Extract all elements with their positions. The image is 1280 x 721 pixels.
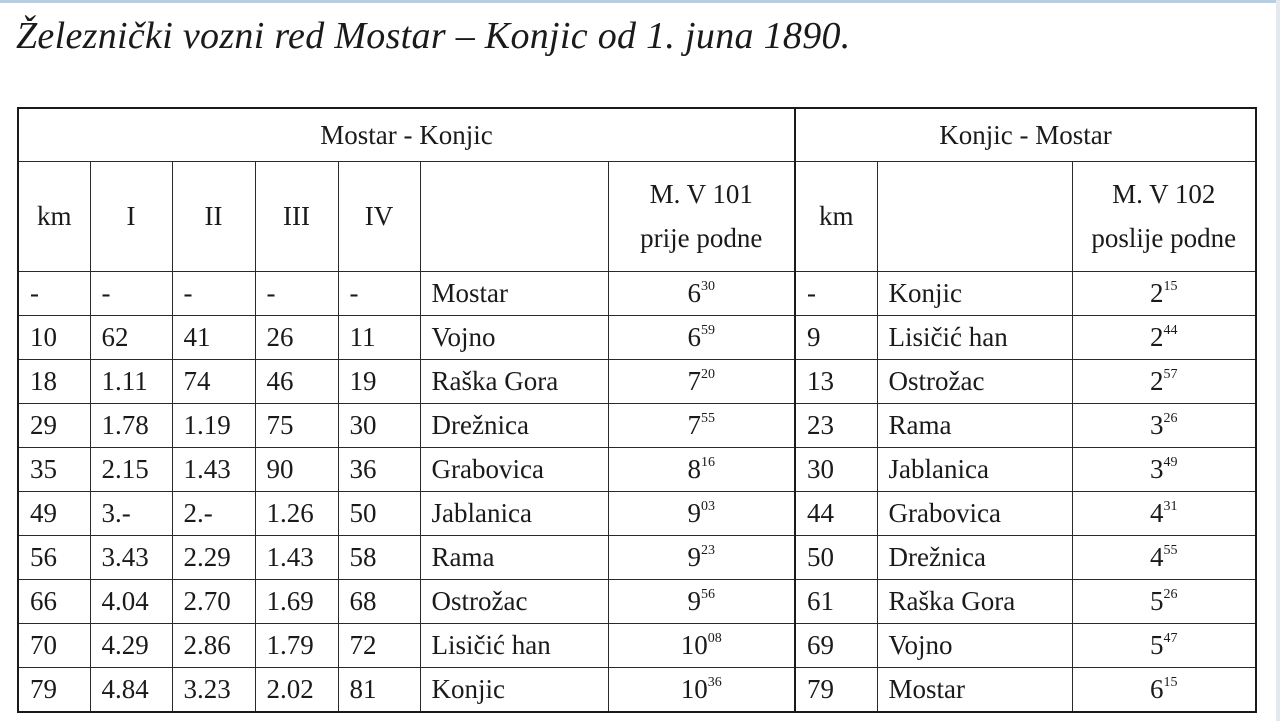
cell-station: Rama bbox=[420, 536, 608, 580]
cell-km-return: 61 bbox=[795, 580, 877, 624]
header-station-left bbox=[420, 162, 608, 272]
table-row bbox=[18, 272, 1256, 316]
cell-km-return: 79 bbox=[795, 668, 877, 713]
cell-km: 49 bbox=[18, 492, 90, 536]
cell-fare-IV: 30 bbox=[338, 404, 420, 448]
time-minute: 44 bbox=[1163, 323, 1178, 338]
section-title-konjic-mostar: Konjic - Mostar bbox=[795, 108, 1256, 162]
cell-time-102 bbox=[1072, 536, 1256, 580]
column-header-row bbox=[18, 162, 1256, 272]
cell-fare-I: 1.78 bbox=[90, 404, 172, 448]
cell-km: 29 bbox=[18, 404, 90, 448]
cell-fare-I: 2.15 bbox=[90, 448, 172, 492]
cell-fare-II: 74 bbox=[172, 360, 255, 404]
cell-km-return: - bbox=[795, 272, 877, 316]
time-hour: 2 bbox=[1150, 278, 1164, 308]
cell-time-101 bbox=[608, 272, 795, 316]
time-hour: 3 bbox=[1150, 410, 1164, 440]
cell-km-return: 30 bbox=[795, 448, 877, 492]
time-minute: 26 bbox=[1163, 411, 1178, 426]
cell-station: Drežnica bbox=[420, 404, 608, 448]
time-hour: 8 bbox=[687, 454, 701, 484]
time-hour: 3 bbox=[1150, 454, 1164, 484]
cell-fare-II: 41 bbox=[172, 316, 255, 360]
cell-fare-I: 62 bbox=[90, 316, 172, 360]
cell-km-return: 50 bbox=[795, 536, 877, 580]
cell-station: Ostrožac bbox=[420, 580, 608, 624]
table-row bbox=[18, 580, 1256, 624]
cell-fare-I: 4.29 bbox=[90, 624, 172, 668]
table-row bbox=[18, 536, 1256, 580]
cell-fare-I: 3.43 bbox=[90, 536, 172, 580]
cell-fare-III: 2.02 bbox=[255, 668, 338, 713]
table-row bbox=[18, 492, 1256, 536]
cell-time-102 bbox=[1072, 360, 1256, 404]
cell-fare-IV: 81 bbox=[338, 668, 420, 713]
header-km-left: km bbox=[18, 162, 90, 272]
timetable bbox=[17, 107, 1257, 713]
cell-fare-III: 26 bbox=[255, 316, 338, 360]
cell-fare-III: 90 bbox=[255, 448, 338, 492]
cell-fare-II: 2.- bbox=[172, 492, 255, 536]
cell-time-102 bbox=[1072, 448, 1256, 492]
cell-fare-IV: 58 bbox=[338, 536, 420, 580]
table-row bbox=[18, 448, 1256, 492]
train-101-label: M. V 101 bbox=[649, 179, 753, 210]
cell-time-101 bbox=[608, 492, 795, 536]
cell-fare-IV: 36 bbox=[338, 448, 420, 492]
time-minute: 57 bbox=[1163, 367, 1178, 382]
cell-fare-I: 1.11 bbox=[90, 360, 172, 404]
train-102-period: poslije podne bbox=[1091, 222, 1237, 253]
table-row bbox=[18, 360, 1256, 404]
time-hour: 5 bbox=[1150, 586, 1164, 616]
cell-time-101 bbox=[608, 536, 795, 580]
cell-station: Raška Gora bbox=[420, 360, 608, 404]
cell-fare-III: - bbox=[255, 272, 338, 316]
cell-fare-III: 1.43 bbox=[255, 536, 338, 580]
header-class-II: II bbox=[172, 162, 255, 272]
cell-km: 10 bbox=[18, 316, 90, 360]
cell-station: Lisičić han bbox=[420, 624, 608, 668]
cell-km-return: 44 bbox=[795, 492, 877, 536]
cell-km-return: 9 bbox=[795, 316, 877, 360]
header-km-right: km bbox=[795, 162, 877, 272]
time-hour: 10 bbox=[680, 630, 708, 660]
cell-time-102 bbox=[1072, 580, 1256, 624]
time-minute: 08 bbox=[707, 631, 722, 646]
cell-time-102 bbox=[1072, 272, 1256, 316]
cell-time-102 bbox=[1072, 624, 1256, 668]
header-class-IV: IV bbox=[338, 162, 420, 272]
cell-time-101 bbox=[608, 404, 795, 448]
cell-station-return: Rama bbox=[877, 404, 1072, 448]
time-minute: 47 bbox=[1163, 631, 1178, 646]
cell-time-102 bbox=[1072, 404, 1256, 448]
cell-fare-II: 2.70 bbox=[172, 580, 255, 624]
cell-station-return: Vojno bbox=[877, 624, 1072, 668]
time-hour: 6 bbox=[687, 278, 701, 308]
cell-fare-I: 3.- bbox=[90, 492, 172, 536]
table-row bbox=[18, 668, 1256, 713]
cell-time-101 bbox=[608, 580, 795, 624]
table-row bbox=[18, 624, 1256, 668]
cell-fare-I: 4.84 bbox=[90, 668, 172, 713]
cell-station: Konjic bbox=[420, 668, 608, 713]
cell-km: 18 bbox=[18, 360, 90, 404]
time-minute: 30 bbox=[701, 279, 715, 294]
time-hour: 2 bbox=[1150, 322, 1164, 352]
cell-km-return: 23 bbox=[795, 404, 877, 448]
time-hour: 7 bbox=[687, 410, 701, 440]
cell-km: 70 bbox=[18, 624, 90, 668]
cell-fare-II: 1.43 bbox=[172, 448, 255, 492]
header-class-I: I bbox=[90, 162, 172, 272]
cell-time-102 bbox=[1072, 316, 1256, 360]
cell-time-101 bbox=[608, 624, 795, 668]
cell-fare-II: - bbox=[172, 272, 255, 316]
section-title-mostar-konjic: Mostar - Konjic bbox=[18, 108, 795, 162]
cell-fare-IV: 19 bbox=[338, 360, 420, 404]
train-102-label: M. V 102 bbox=[1112, 179, 1216, 210]
cell-km: 56 bbox=[18, 536, 90, 580]
time-hour: 2 bbox=[1150, 366, 1164, 396]
cell-station: Grabovica bbox=[420, 448, 608, 492]
time-minute: 59 bbox=[701, 323, 715, 338]
cell-time-101 bbox=[608, 668, 795, 713]
cell-fare-II: 2.86 bbox=[172, 624, 255, 668]
time-minute: 55 bbox=[1163, 543, 1178, 558]
cell-fare-III: 75 bbox=[255, 404, 338, 448]
cell-fare-IV: 68 bbox=[338, 580, 420, 624]
time-minute: 56 bbox=[701, 587, 715, 602]
cell-km: 35 bbox=[18, 448, 90, 492]
cell-station-return: Mostar bbox=[877, 668, 1072, 713]
table-row bbox=[18, 404, 1256, 448]
time-minute: 15 bbox=[1163, 279, 1178, 294]
cell-fare-I: 4.04 bbox=[90, 580, 172, 624]
time-hour: 4 bbox=[1150, 542, 1164, 572]
header-class-III: III bbox=[255, 162, 338, 272]
time-minute: 31 bbox=[1163, 499, 1178, 514]
time-minute: 15 bbox=[1163, 675, 1178, 690]
time-hour: 6 bbox=[687, 322, 701, 352]
cell-time-101 bbox=[608, 316, 795, 360]
table-row bbox=[18, 316, 1256, 360]
time-hour: 9 bbox=[687, 586, 701, 616]
cell-station: Jablanica bbox=[420, 492, 608, 536]
header-station-right bbox=[877, 162, 1072, 272]
cell-km: - bbox=[18, 272, 90, 316]
cell-fare-III: 1.79 bbox=[255, 624, 338, 668]
cell-fare-I: - bbox=[90, 272, 172, 316]
time-hour: 7 bbox=[687, 366, 701, 396]
cell-time-102 bbox=[1072, 492, 1256, 536]
time-minute: 49 bbox=[1163, 455, 1178, 470]
time-hour: 5 bbox=[1150, 630, 1164, 660]
cell-time-102 bbox=[1072, 668, 1256, 713]
cell-time-101 bbox=[608, 448, 795, 492]
cell-fare-III: 1.26 bbox=[255, 492, 338, 536]
time-minute: 36 bbox=[707, 675, 722, 690]
cell-station-return: Konjic bbox=[877, 272, 1072, 316]
cell-km-return: 13 bbox=[795, 360, 877, 404]
cell-km-return: 69 bbox=[795, 624, 877, 668]
time-hour: 9 bbox=[687, 498, 701, 528]
time-minute: 23 bbox=[701, 543, 715, 558]
cell-station-return: Lisičić han bbox=[877, 316, 1072, 360]
cell-station: Mostar bbox=[420, 272, 608, 316]
cell-station-return: Jablanica bbox=[877, 448, 1072, 492]
cell-station: Vojno bbox=[420, 316, 608, 360]
time-minute: 20 bbox=[701, 367, 715, 382]
cell-station-return: Raška Gora bbox=[877, 580, 1072, 624]
time-minute: 03 bbox=[701, 499, 715, 514]
time-minute: 26 bbox=[1163, 587, 1178, 602]
time-minute: 55 bbox=[701, 411, 715, 426]
page-title: Železnički vozni red Mostar – Konjic od 1. juna 1890. bbox=[16, 15, 851, 57]
header-train-102 bbox=[1072, 162, 1256, 272]
cell-fare-II: 1.19 bbox=[172, 404, 255, 448]
cell-fare-II: 3.23 bbox=[172, 668, 255, 713]
right-edge-bar bbox=[1276, 0, 1280, 721]
section-header-row bbox=[18, 108, 1256, 162]
cell-km: 79 bbox=[18, 668, 90, 713]
cell-fare-IV: 72 bbox=[338, 624, 420, 668]
train-101-period: prije podne bbox=[640, 222, 763, 253]
cell-station-return: Ostrožac bbox=[877, 360, 1072, 404]
cell-station-return: Drežnica bbox=[877, 536, 1072, 580]
cell-time-101 bbox=[608, 360, 795, 404]
time-hour: 10 bbox=[680, 674, 708, 704]
header-train-101 bbox=[608, 162, 795, 272]
time-hour: 4 bbox=[1150, 498, 1164, 528]
cell-fare-III: 1.69 bbox=[255, 580, 338, 624]
time-hour: 9 bbox=[687, 542, 701, 572]
time-minute: 16 bbox=[701, 455, 715, 470]
cell-fare-II: 2.29 bbox=[172, 536, 255, 580]
cell-fare-IV: 11 bbox=[338, 316, 420, 360]
cell-km: 66 bbox=[18, 580, 90, 624]
time-hour: 6 bbox=[1150, 674, 1164, 704]
cell-station-return: Grabovica bbox=[877, 492, 1072, 536]
cell-fare-III: 46 bbox=[255, 360, 338, 404]
cell-fare-IV: - bbox=[338, 272, 420, 316]
cell-fare-IV: 50 bbox=[338, 492, 420, 536]
top-edge-line bbox=[0, 0, 1280, 3]
